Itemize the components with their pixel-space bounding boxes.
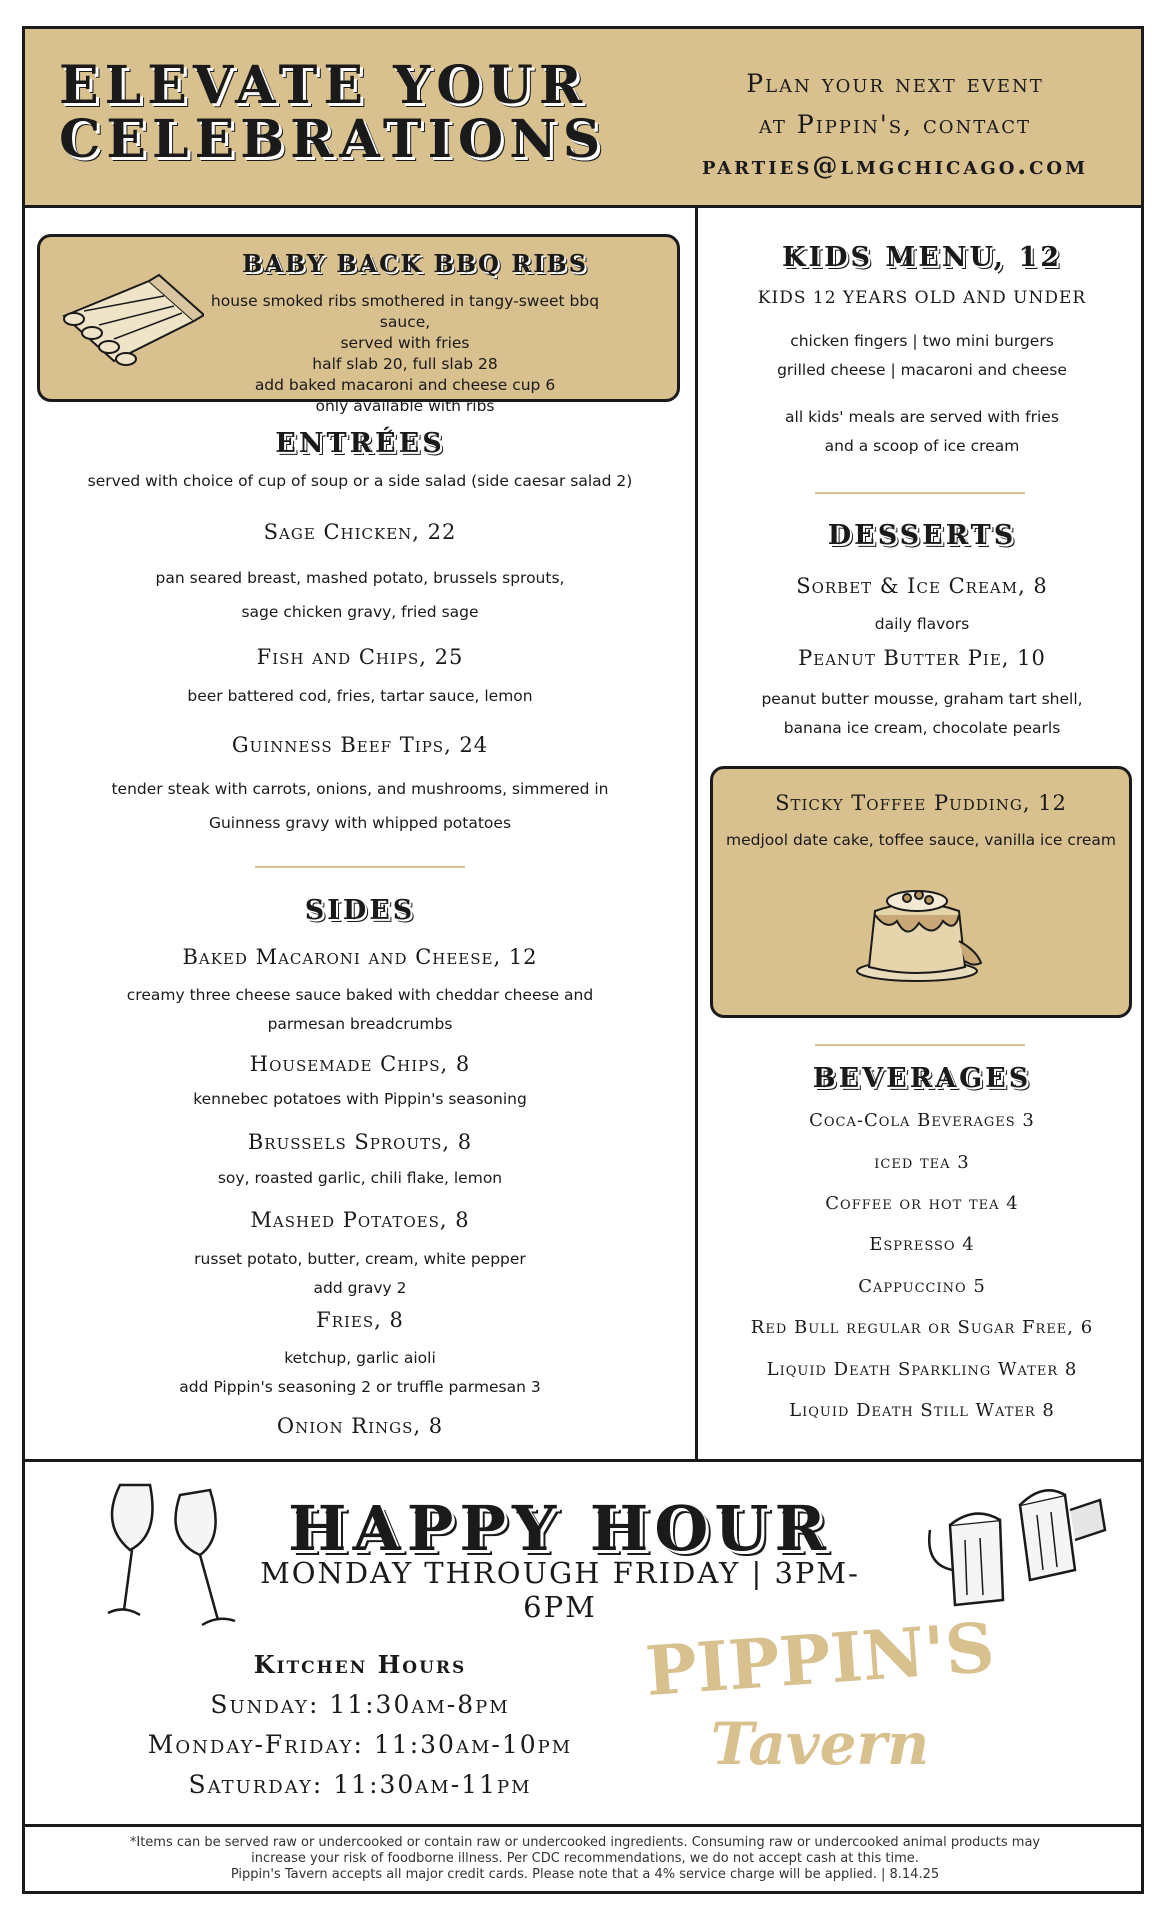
footer-line: increase your risk of foodborne illness. Per CDC recommendations, we do not accept cash at this time. (251, 1851, 919, 1866)
ribs-title: BABY BACK BBQ RIBS (241, 249, 589, 278)
dessert-desc-line: peanut butter mousse, graham tart shell, (761, 690, 1083, 708)
entrees-title: ENTRÉES (275, 428, 445, 459)
footer-divider (22, 1824, 1144, 1827)
kids-menu-title: KIDS MENU, 12 (782, 242, 1062, 273)
kitchen-hours-title: Kitchen Hours (253, 1650, 467, 1679)
footer-line: Pippin's Tavern accepts all major credit cards. Please note that a 4% service charge will be applied. | 8.14.25 (230, 1867, 940, 1882)
side-desc-line: parmesan breadcrumbs (267, 1015, 453, 1033)
side-desc-line: add gravy 2 (313, 1279, 407, 1297)
divider-rule (255, 866, 465, 868)
dessert-name: Peanut Butter Pie, 10 (798, 646, 1046, 670)
ribs-description (200, 291, 610, 417)
dessert-name: Sorbet & Ice Cream, 8 (796, 574, 1048, 598)
beverage-item: Liquid Death Sparkling Water 8 (766, 1359, 1078, 1380)
entree-desc-line: sage chicken gravy, fried sage (241, 603, 479, 621)
logo-line2: Tavern (710, 1710, 930, 1778)
side-name: Onion Rings, 8 (276, 1414, 444, 1438)
side-desc (25, 981, 695, 1039)
side-desc-line: russet potato, butter, cream, white pepper (194, 1250, 526, 1268)
pudding-icon (847, 871, 997, 991)
beverage-item: iced tea 3 (874, 1152, 970, 1173)
beverage-item: Espresso 4 (869, 1234, 975, 1255)
kitchen-hours-line: Saturday: 11:30am-11pm (188, 1770, 532, 1799)
side-desc: soy, roasted garlic, chili flake, lemon (217, 1169, 503, 1187)
beverages-title: BEVERAGES (812, 1063, 1032, 1094)
entrees-note: served with choice of cup of soup or a side salad (side caesar salad 2) (87, 472, 633, 490)
wine-glasses-icon (90, 1475, 260, 1635)
ribs-line: add baked macaroni and cheese cup 6 (254, 376, 556, 394)
kids-subtitle: KIDS 12 YEARS OLD AND UNDER (757, 288, 1087, 308)
entree-desc (25, 561, 695, 629)
contact-line2: at Pippin's, contact (758, 110, 1032, 139)
kids-line: chicken fingers | two mini burgers (790, 332, 1054, 350)
kids-line: grilled cheese | macaroni and cheese (777, 361, 1067, 379)
side-desc-line: creamy three cheese sauce baked with cheddar cheese and (126, 986, 594, 1004)
toffee-name: Sticky Toffee Pudding, 12 (775, 791, 1067, 815)
header-contact (665, 63, 1125, 186)
happy-hour-title: HAPPY HOUR (288, 1492, 832, 1565)
kids-line: and a scoop of ice cream (824, 437, 1020, 455)
side-desc (25, 1245, 695, 1303)
entree-desc-line: Guinness gravy with whipped potatoes (208, 814, 512, 832)
footer-disclaimer (50, 1835, 1120, 1883)
ribs-line: house smoked ribs smothered in tangy-sweet bbq sauce, (210, 292, 600, 331)
side-name: Baked Macaroni and Cheese, 12 (182, 945, 538, 969)
section-divider (22, 1459, 1144, 1462)
happy-hour-subtitle: MONDAY THROUGH FRIDAY | 3PM-6PM (260, 1556, 860, 1624)
dessert-desc (700, 685, 1144, 743)
contact-email-link[interactable]: parties@lmgchicago.com (701, 151, 1089, 180)
kids-note (700, 403, 1144, 461)
beverage-item: Coca-Cola Beverages 3 (809, 1110, 1035, 1131)
header-title (59, 55, 607, 170)
header-banner (25, 29, 1141, 208)
header-title-line2: CELEBRATIONS (59, 109, 607, 170)
side-desc: kennebec potatoes with Pippin's seasoning (193, 1090, 527, 1108)
entree-desc-line: tender steak with carrots, onions, and mushrooms, simmered in (111, 780, 609, 798)
ribs-line: half slab 20, full slab 28 (312, 355, 498, 373)
side-desc-line: add Pippin's seasoning 2 or truffle parmesan 3 (179, 1378, 541, 1396)
kitchen-hours-line: Monday-Friday: 11:30am-10pm (147, 1730, 573, 1759)
toffee-desc: medjool date cake, toffee sauce, vanilla ice cream (725, 831, 1117, 849)
logo-line1: PIPPIN'S (643, 1607, 997, 1713)
desserts-title: DESSERTS (827, 520, 1017, 551)
beer-mugs-icon (925, 1470, 1110, 1620)
entree-desc: beer battered cod, fries, tartar sauce, lemon (187, 687, 533, 705)
toffee-feature-box (710, 766, 1132, 1018)
ribs-icon (54, 261, 204, 381)
ribs-line: only available with ribs (315, 397, 495, 415)
beverage-item: Liquid Death Still Water 8 (789, 1400, 1055, 1421)
kids-line: all kids' meals are served with fries (785, 408, 1059, 426)
pippins-tavern-logo (640, 1607, 1000, 1800)
divider-rule (815, 1044, 1025, 1046)
column-divider (695, 205, 698, 1462)
beverage-item: Coffee or hot tea 4 (825, 1193, 1019, 1214)
sides-title: SIDES (304, 895, 416, 926)
side-name: Brussels Sprouts, 8 (247, 1130, 473, 1154)
entree-name: Sage Chicken, 22 (263, 520, 457, 544)
entree-name: Guinness Beef Tips, 24 (231, 733, 489, 757)
side-name: Fries, 8 (316, 1308, 404, 1332)
beverage-item: Red Bull regular or Sugar Free, 6 (750, 1317, 1094, 1338)
kitchen-hours-line: Sunday: 11:30am-8pm (210, 1690, 510, 1719)
footer-line: *Items can be served raw or undercooked or contain raw or undercooked ingredients. Consuming raw or undercooked animal products may (129, 1835, 1041, 1850)
side-name: Mashed Potatoes, 8 (250, 1208, 470, 1232)
contact-line1: Plan your next event (746, 69, 1044, 98)
entree-desc-line: pan seared breast, mashed potato, brussels sprouts, (155, 569, 565, 587)
entree-name: Fish and Chips, 25 (256, 645, 464, 669)
beverage-item: Cappuccino 5 (858, 1276, 986, 1297)
entree-desc (25, 772, 695, 840)
dessert-desc: daily flavors (874, 615, 970, 633)
header-title-line1: ELEVATE YOUR (59, 55, 589, 116)
divider-rule (815, 492, 1025, 494)
side-desc-line: ketchup, garlic aioli (284, 1349, 436, 1367)
dessert-desc-line: banana ice cream, chocolate pearls (783, 719, 1061, 737)
kids-items (700, 327, 1144, 385)
ribs-line: served with fries (340, 334, 470, 352)
side-desc (25, 1344, 695, 1402)
side-name: Housemade Chips, 8 (249, 1052, 471, 1076)
ribs-feature-box (37, 234, 680, 415)
